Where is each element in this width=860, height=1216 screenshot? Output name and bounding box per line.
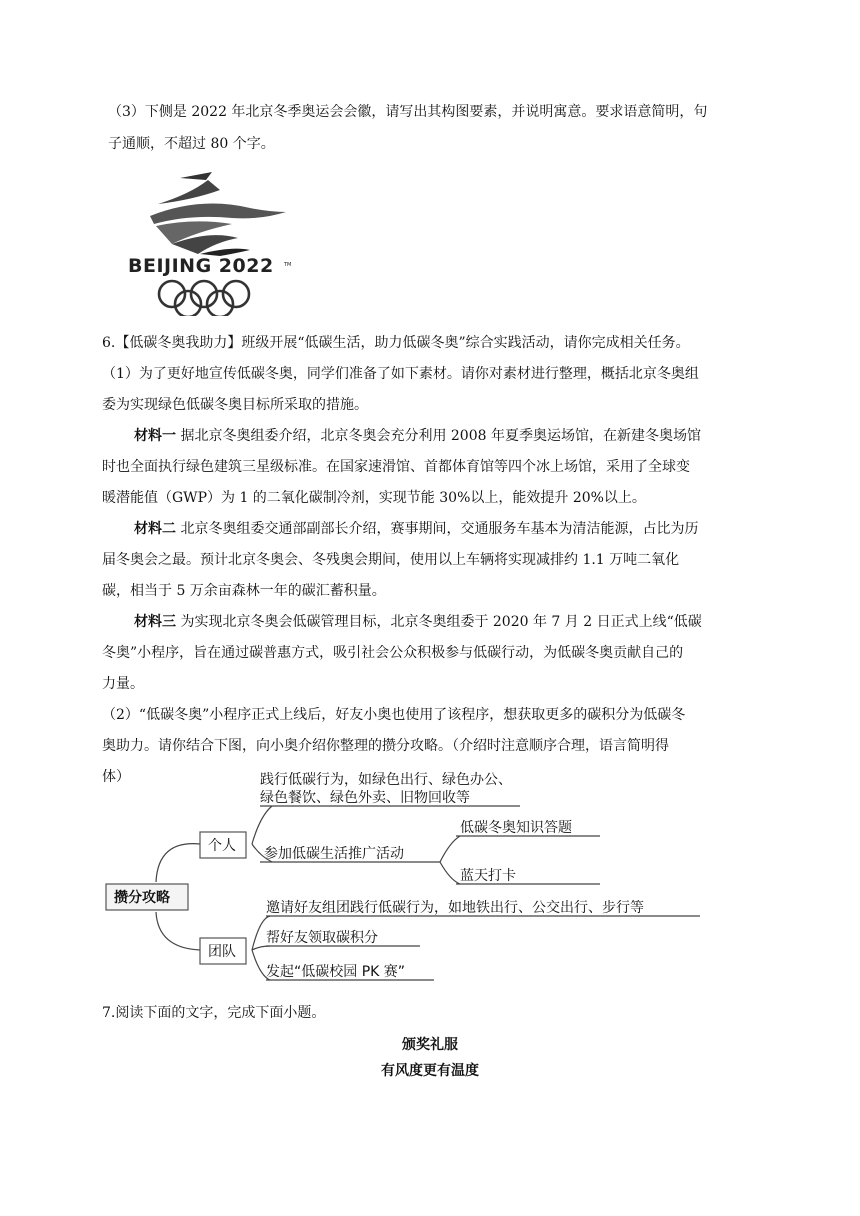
material-3-text: 为实现北京冬奥会低碳管理目标，北京冬奥组委于 2020 年 7 月 2 日正式上线“低碳 [176,614,702,630]
emblem-text: BEIJING 2022 [128,255,274,277]
material-2-line-2: 届冬奥会之最。预计北京冬奥会、冬残奥会期间，使用以上车辆将实现减排约 1.1 万吨二氧化 [102,552,680,568]
emblem-tm: TM [284,262,292,268]
olympic-rings-icon [159,281,249,316]
q6-1-line-2: 委为实现绿色低碳冬奥目标所采取的措施。 [102,397,368,413]
mindmap-root: 攒分攻略 [114,890,170,906]
team-label: 团队 [208,944,236,960]
material-3-line-3: 力量。 [102,676,144,692]
q6-title: 6.【低碳冬奥我助力】班级开展“低碳生活，助力低碳冬奥”综合实践活动，请你完成相关任务。 [102,335,690,351]
q6-2-line-1: （2）“低碳冬奥”小程序正式上线后，好友小奥也使用了该程序，想获取更多的碳积分为低碳冬 [102,707,686,723]
material-3-label: 材料三 [134,614,176,630]
personal-sub-1: 低碳冬奥知识答题 [460,820,572,836]
q5-3-line-1: （3）下侧是 2022 年北京冬季奥运会会徽，请写出其构图要素，并说明寓意。要求语意简明，句 [108,104,708,120]
material-1-line-3: 暖潜能值（GWP）为 1 的二氧化碳制冷剂，实现节能 30%以上，能效提升 20%以上。 [102,490,646,506]
material-2-label: 材料二 [134,521,176,537]
team-item-2: 帮好友领取碳积分 [266,930,378,946]
mindmap [100,770,710,992]
material-3-line-2: 冬奥”小程序，旨在通过碳普惠方式，吸引社会公众积极参与低碳行动，为低碳冬奥贡献自己的 [102,645,684,661]
material-2-text: 北京冬奥组委交通部副部长介绍，赛事期间，交通服务车基本为清洁能源，占比为历 [176,521,699,537]
personal-item-1-line-1: 践行低碳行为，如绿色出行、绿色办公、 [260,772,512,788]
team-item-3: 发起“低碳校园 PK 赛” [266,964,406,980]
beijing-2022-emblem [120,168,300,316]
q5-3-line-2: 子通顺，不超过 80 个字。 [108,136,275,152]
material-1-text: 据北京冬奥组委介绍，北京冬奥会充分利用 2008 年夏季奥运场馆，在新建冬奥场馆 [176,428,701,444]
q6-1-line-1: （1）为了更好地宣传低碳冬奥，同学们准备了如下素材。请你对素材进行整理，概括北京冬奥组 [102,366,699,382]
q6-2-line-2: 奥助力。请你结合下图，向小奥介绍你整理的攒分攻略。（介绍时注意顺序合理，语言简明得 [102,738,669,754]
material-2-line-3: 碳，相当于 5 万余亩森林一年的碳汇蓄积量。 [102,583,386,599]
material-2-line-1 [134,519,698,539]
q6-2-line-3: 体） [102,769,130,785]
personal-item-2: 参加低碳生活推广活动 [264,846,404,862]
material-1-line-2: 时也全面执行绿色建筑三星级标准。在国家速滑馆、首都体育馆等四个冰上场馆，采用了全球变 [102,459,690,475]
material-3-line-1 [134,612,702,632]
team-item-1: 邀请好友组团践行低碳行为，如地铁出行、公交出行、步行等 [266,900,644,916]
personal-item-1-line-2: 绿色餐饮、绿色外卖、旧物回收等 [260,790,470,806]
personal-label: 个人 [208,838,236,854]
emblem-graphic [120,168,300,316]
material-1-line-1 [134,426,701,446]
article-heading-2: 有风度更有温度 [381,1063,479,1079]
q7-title: 7.阅读下面的文字，完成下面小题。 [102,1005,326,1021]
personal-sub-2: 蓝天打卡 [460,868,516,884]
material-1-label: 材料一 [134,428,176,444]
mindmap-graphic [100,770,710,992]
article-heading-1: 颁奖礼服 [402,1037,458,1053]
